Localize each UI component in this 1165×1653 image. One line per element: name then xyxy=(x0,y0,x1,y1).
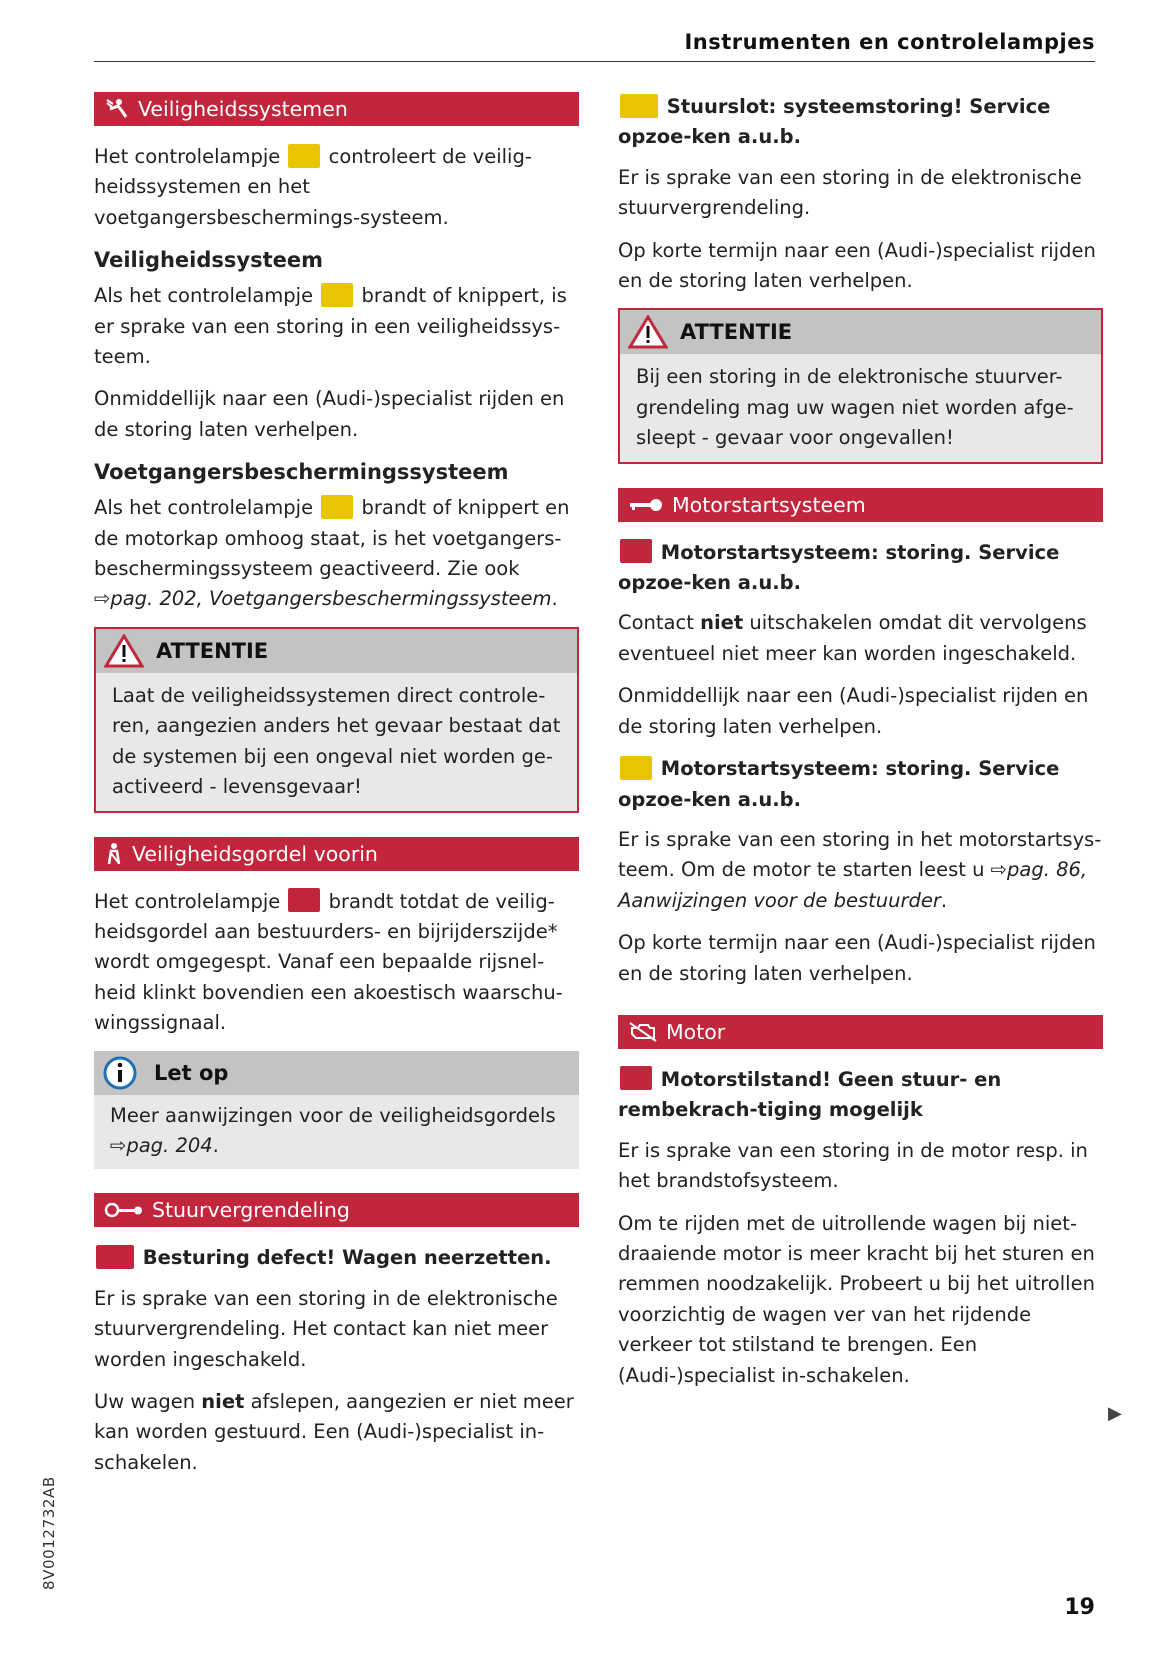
section-header-veiligheidssystemen xyxy=(94,92,579,126)
airbag-lamp-icon xyxy=(288,144,320,168)
text: controleert de veilig-heidssystemen en het voetgangersbeschermings-systeem. xyxy=(94,145,532,229)
text: . xyxy=(940,888,948,912)
warning-title: ATTENTIE xyxy=(156,638,269,663)
key-lamp-icon xyxy=(620,539,652,563)
section-title: Veiligheidssystemen xyxy=(138,97,348,121)
section-title: Motorstartsysteem xyxy=(672,492,866,517)
text: afslepen, aangezien er niet meer kan worden gestuurd. Een (Audi-)specialist in-schakelen. xyxy=(94,1389,574,1474)
section-title: Motor xyxy=(666,1019,726,1044)
text: Motorstartsysteem: storing. Service opzoe-ken a.u.b. xyxy=(618,757,1060,811)
message-heading xyxy=(94,1243,579,1273)
paragraph xyxy=(618,825,1103,916)
paragraph: Onmiddellijk naar een (Audi-)specialist rijden en de storing laten verhelpen. xyxy=(618,684,1089,738)
seatbelt-person-icon xyxy=(104,842,124,866)
paragraph: Op korte termijn naar een (Audi-)specialist rijden en de storing laten verhelpen. xyxy=(618,931,1096,985)
note-text xyxy=(94,1095,579,1170)
running-header: Instrumenten en controlelampjes xyxy=(684,30,1095,54)
text: Het controlelampje xyxy=(94,889,281,913)
text: Het controlelampje xyxy=(94,145,281,168)
text: brandt totdat de veilig-heidsgordel aan bestuurders- en bijrijderszijde* wordt omgegespt. Vanaf een bepaalde rijsnel-heid klinkt bovendien een akoestisch waarschu-wingssignaal. xyxy=(94,889,563,1035)
page-reference-link[interactable]: ⇨pag. 86, Aanwijzingen voor de bestuurder xyxy=(618,858,1088,912)
paragraph: Er is sprake van een storing in de elektronische stuurvergrendeling. Het contact kan niet meer worden ingeschakeld. xyxy=(94,1286,558,1371)
text: Motorstartsysteem: storing. Service opzoe-ken a.u.b. xyxy=(618,540,1060,595)
message-heading xyxy=(618,1065,1103,1126)
warning-box xyxy=(94,627,579,813)
subheading-veiligheidssysteem: Veiligheidssysteem xyxy=(94,248,323,273)
paragraph xyxy=(94,281,579,372)
page-number: 19 xyxy=(1064,1595,1095,1620)
page-reference-link[interactable]: ⇨pag. 204 xyxy=(110,1133,213,1157)
text: . xyxy=(551,587,558,611)
warning-triangle-icon xyxy=(104,634,144,668)
text: brandt of knippert, is er sprake van een storing in een veiligheidssys-teem. xyxy=(94,284,567,369)
warning-header xyxy=(96,629,577,673)
message-heading xyxy=(618,538,1103,599)
paragraph: Er is sprake van een storing in de motor resp. in het brandstofsysteem. xyxy=(618,1138,1088,1193)
section-title: Veiligheidsgordel voorin xyxy=(132,841,378,866)
section-title: Stuurvergrendeling xyxy=(152,1198,350,1223)
section-header-veiligheidsgordel xyxy=(94,837,579,871)
steering-lock-lamp-icon xyxy=(96,1245,134,1269)
steering-wheel-key-icon xyxy=(104,1201,144,1219)
paragraph: Om te rijden met de uitrollende wagen bij niet-draaiende motor is meer kracht bij het sturen en remmen noodzakelijk. Probeert u bij het uitrollen voorzichtig de wagen ver van het rijdende verkeer tot stilstand te brengen. Een (Audi-)specialist in-schakelen. xyxy=(618,1211,1095,1387)
continue-arrow-icon: ▶ xyxy=(1108,1403,1122,1424)
message-heading xyxy=(618,754,1103,815)
paragraph: Op korte termijn naar een (Audi-)specialist rijden en de storing laten verhelpen. xyxy=(618,238,1096,293)
text: uitschakelen omdat dit vervolgens eventueel niet meer kan worden ingeschakeld. xyxy=(618,611,1087,665)
person-seated-airbag-icon xyxy=(104,97,130,121)
text: Contact xyxy=(618,611,694,635)
engine-lamp-icon xyxy=(620,1066,652,1090)
paragraph xyxy=(618,608,1103,669)
page-reference-link[interactable]: ⇨pag. 202, Voetgangersbeschermingssysteem xyxy=(94,587,552,611)
warning-title: ATTENTIE xyxy=(680,320,793,345)
bold-text: niet xyxy=(700,611,744,635)
text: Uw wagen xyxy=(94,1389,196,1413)
left-column xyxy=(94,92,579,1490)
subheading-voetgangersbescherming: Voetgangersbeschermingssysteem xyxy=(94,460,509,485)
paragraph xyxy=(94,493,579,615)
section-header-motor xyxy=(618,1015,1103,1049)
warning-box xyxy=(618,308,1103,463)
message-heading xyxy=(618,92,1103,153)
text: Motorstilstand! Geen stuur- en rembekrach-tiging mogelijk xyxy=(618,1067,1002,1122)
warning-text: Laat de veiligheidssystemen direct controle-ren, aangezien anders het gevaar bestaat dat de systemen bij een ongeval niet worden ge-activeerd - levensgevaar! xyxy=(112,683,561,799)
text: Als het controlelampje xyxy=(94,284,314,308)
info-circle-icon xyxy=(102,1055,138,1091)
bold-text: niet xyxy=(201,1389,245,1413)
engine-warning-icon xyxy=(628,1021,658,1043)
airbag-lamp-icon xyxy=(321,283,353,307)
paragraph xyxy=(94,1387,579,1478)
text: . xyxy=(212,1133,219,1157)
steering-lock-lamp-icon xyxy=(620,94,658,118)
paragraph: Er is sprake van een storing in de elektronische stuurvergrendeling. xyxy=(618,165,1082,220)
key-lamp-icon xyxy=(620,756,652,780)
paragraph: Onmiddellijk naar een (Audi-)specialist rijden en de storing laten verhelpen. xyxy=(94,387,565,441)
note-title: Let op xyxy=(154,1060,229,1085)
seatbelt-lamp-icon xyxy=(288,888,320,912)
paragraph xyxy=(94,142,579,233)
header-rule xyxy=(94,61,1095,62)
text: Meer aanwijzingen voor de veiligheidsgordels xyxy=(110,1103,556,1127)
right-column xyxy=(618,92,1103,1403)
section-header-stuurvergrendeling xyxy=(94,1193,579,1227)
text: Besturing defect! Wagen neerzetten. xyxy=(142,1246,552,1270)
note-header xyxy=(94,1051,579,1095)
section-header-motorstartsysteem xyxy=(618,488,1103,522)
document-code: 8V0012732AB xyxy=(40,1476,58,1590)
warning-text: Bij een storing in de elektronische stuurver-grendeling mag uw wagen niet worden afge-sleept - gevaar voor ongevallen! xyxy=(636,365,1074,450)
note-box xyxy=(94,1051,579,1170)
warning-header xyxy=(620,310,1101,354)
warning-triangle-icon xyxy=(628,315,668,349)
key-icon xyxy=(628,497,664,513)
airbag-lamp-icon xyxy=(321,495,353,519)
text: brandt of knippert en de motorkap omhoog staat, is het voetgangers-beschermingssysteem geactiveerd. Zie ook xyxy=(94,496,570,581)
paragraph xyxy=(94,887,579,1039)
text: Als het controlelampje xyxy=(94,496,314,520)
text: Er is sprake van een storing in het motorstartsys-teem. Om de motor te starten leest u xyxy=(618,827,1102,882)
text: Stuurslot: systeemstoring! Service opzoe-ken a.u.b. xyxy=(618,95,1051,149)
